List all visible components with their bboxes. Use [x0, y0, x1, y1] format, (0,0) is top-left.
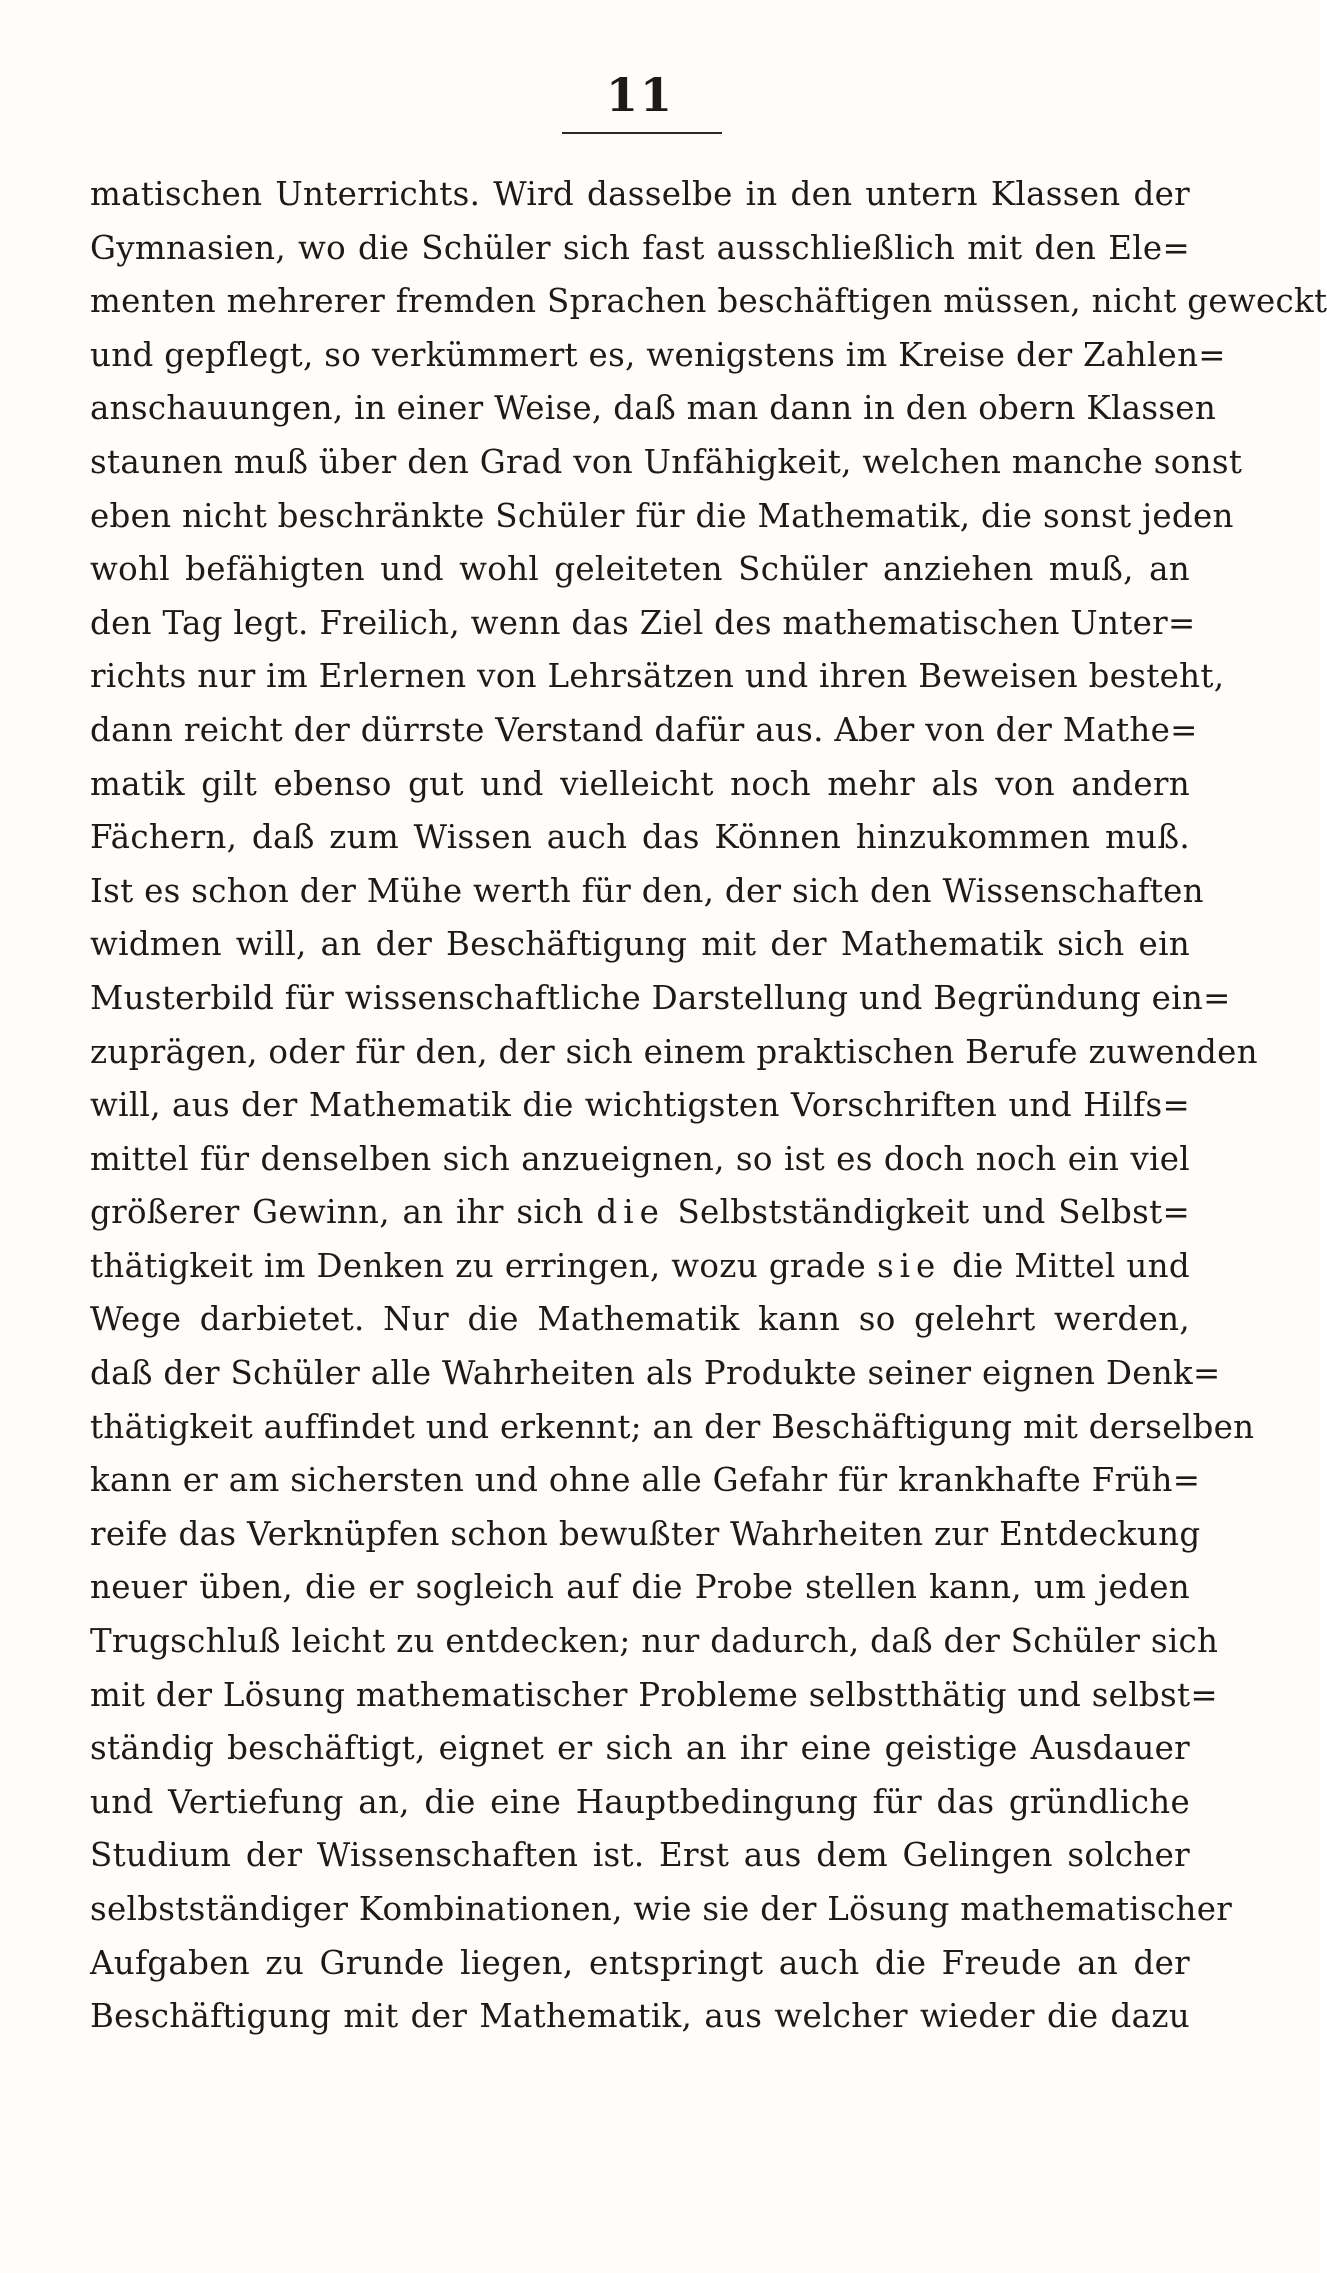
text-line: selbstständiger Kombinationen, wie sie der Lösung mathematischer — [90, 1890, 1233, 1928]
text-segment: die Mittel und — [952, 1246, 1190, 1285]
text-line: mittel für denselben sich anzueignen, so ist es doch noch ein viel — [90, 1139, 1190, 1178]
text-line: mit der Lösung mathematischer Probleme selbstthätig und selbst= — [90, 1675, 1218, 1714]
text-line: Ist es schon der Mühe werth für den, der sich den Wissenschaften — [90, 871, 1204, 910]
text-line: kann er am sichersten und ohne alle Gefahr für krankhafte Früh= — [90, 1461, 1201, 1500]
text-line: und Vertiefung an, die eine Hauptbedingung für das gründliche — [90, 1782, 1190, 1821]
text-line: und gepflegt, so verkümmert es, wenigstens im Kreise der Zahlen= — [90, 335, 1226, 374]
text-line: Wege darbietet. Nur die Mathematik kann so gelehrt werden, — [90, 1300, 1190, 1339]
text-line — [90, 1186, 1190, 1240]
page-number: 11 — [605, 68, 674, 122]
text-line: neuer üben, die er sogleich auf die Probe stellen kann, um jeden — [90, 1568, 1190, 1607]
text-line: Fächern, daß zum Wissen auch das Können hinzukommen muß. — [90, 818, 1190, 857]
text-line: wohl befähigten und wohl geleiteten Schüler anziehen muß, an — [90, 550, 1190, 589]
text-line: Beschäftigung mit der Mathematik, aus welcher wieder die dazu — [90, 1997, 1190, 2036]
text-line: Trugschluß leicht zu entdecken; nur dadurch, daß der Schüler sich — [90, 1622, 1219, 1661]
text-line: widmen will, an der Beschäftigung mit der Mathematik sich ein — [90, 925, 1190, 964]
spaced-emphasis: die — [596, 1193, 665, 1232]
text-segment: Selbstständigkeit und Selbst= — [677, 1193, 1191, 1232]
text-line: richts nur im Erlernen von Lehrsätzen und ihren Beweisen besteht, — [90, 657, 1225, 696]
text-line: menten mehrerer fremden Sprachen beschäftigen müssen, nicht geweckt — [90, 282, 1327, 321]
text-line: Aufgaben zu Grunde liegen, entspringt auch die Freude an der — [90, 1943, 1190, 1982]
header-rule — [562, 132, 722, 134]
text-line: staunen muß über den Grad von Unfähigkeit, welchen manche sonst — [90, 442, 1243, 481]
text-line: Gymnasien, wo die Schüler sich fast ausschließlich mit den Ele= — [90, 228, 1190, 267]
text-line: daß der Schüler alle Wahrheiten als Produkte seiner eignen Denk= — [90, 1354, 1221, 1393]
text-line: Studium der Wissenschaften ist. Erst aus dem Gelingen solcher — [90, 1836, 1190, 1875]
text-line: anschauungen, in einer Weise, daß man dann in den obern Klassen — [90, 389, 1217, 428]
body-text — [90, 168, 1327, 2044]
text-line: reife das Verknüpfen schon bewußter Wahrheiten zur Entdeckung — [90, 1514, 1201, 1553]
text-segment: thätigkeit im Denken zu erringen, wozu grade — [90, 1246, 867, 1285]
text-line: matik gilt ebenso gut und vielleicht noch mehr als von andern — [90, 764, 1190, 803]
text-line: Musterbild für wissenschaftliche Darstellung und Begründung ein= — [90, 978, 1231, 1017]
text-line: ständig beschäftigt, eignet er sich an ihr eine geistige Ausdauer — [90, 1729, 1190, 1768]
text-line: den Tag legt. Freilich, wenn das Ziel des mathematischen Unter= — [90, 603, 1196, 642]
text-line: dann reicht der dürrste Verstand dafür aus. Aber von der Mathe= — [90, 710, 1198, 749]
text-segment: größerer Gewinn, an ihr sich — [90, 1193, 584, 1232]
text-line: thätigkeit auffindet und erkennt; an der Beschäftigung mit derselben — [90, 1407, 1255, 1446]
text-line: eben nicht beschränkte Schüler für die Mathematik, die sonst jeden — [90, 496, 1234, 535]
text-line — [90, 1240, 1190, 1294]
text-line: will, aus der Mathematik die wichtigsten Vorschriften und Hilfs= — [90, 1086, 1190, 1125]
text-line: matischen Unterrichts. Wird dasselbe in den untern Klassen der — [90, 175, 1190, 213]
text-line: zuprägen, oder für den, der sich einem praktischen Berufe zuwenden — [90, 1032, 1258, 1071]
spaced-emphasis: sie — [876, 1246, 942, 1285]
